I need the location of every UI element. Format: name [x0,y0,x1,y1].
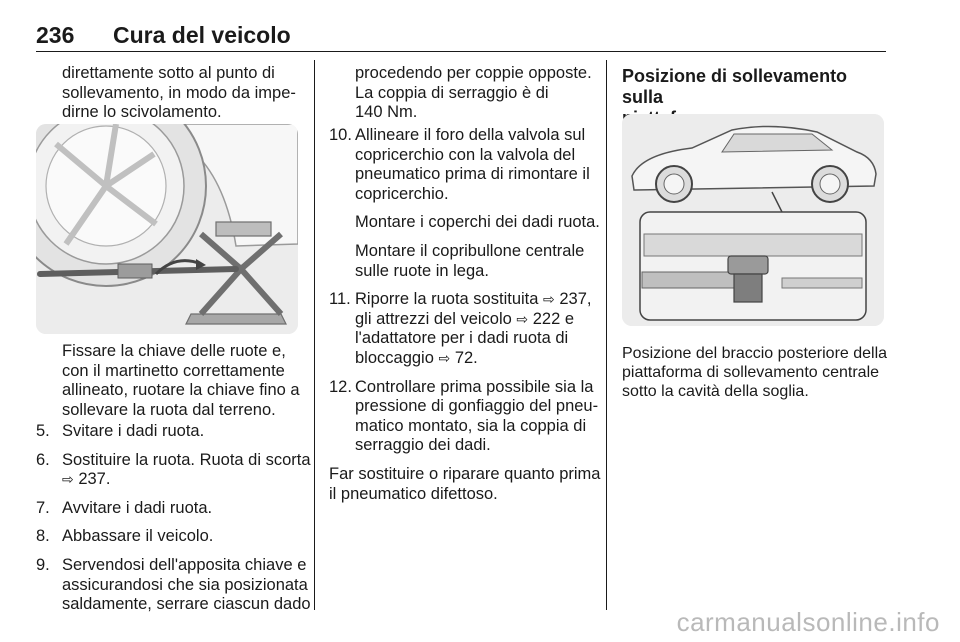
reference-arrow-icon[interactable]: ⇨ [438,349,451,366]
column-divider [314,60,315,610]
closing-line: il pneumatico difettoso. [329,484,498,503]
intro-line: direttamente sotto al punto di [62,64,275,82]
list-item: 7. Avvitare i dadi ruota. [36,498,213,517]
column-1-body [62,342,312,430]
subsection-heading: Posizione di sollevamento sulla [622,66,848,107]
instruction-line: sollevare la ruota dal terreno. [62,400,276,419]
instruction-line: con il martinetto correttamente [62,361,285,380]
list-item: 9. Servendosi dell'apposita chiave e assicurandosi che sia posizionata saldamente, serrare ciascun dado [36,555,311,614]
watermark-text: carmanualsonline.info [676,607,940,637]
text-line: La coppia di serraggio è di [355,83,549,102]
steps-list [36,422,312,624]
list-item: 10. Allineare il foro della valvola sul copricerchio con la valvola del pneumatico prima di rimontare il copricerchio. Montare i coperchi dei dadi ruota. Montare il copribullone centrale sulle ruote in lega. [329,126,600,280]
column-divider [606,60,607,610]
page-header [36,22,886,52]
column-1 [62,64,312,123]
column-2 [355,64,599,123]
list-item: 11. Riporre la ruota sostituita ⇨ 237, gli attrezzi del veicolo ⇨ 222 e l'adattatore per i dadi ruota di bloccaggio ⇨ 72. [329,290,592,367]
steps-list-2 [329,126,601,504]
intro-line: dirne lo scivolamento. [62,103,222,122]
text-line: procedendo per coppie opposte. [355,64,592,82]
header-divider [36,51,886,52]
jack-illustration [36,124,298,334]
reference-arrow-icon[interactable]: ⇨ [62,471,74,488]
instruction-line: allineato, ruotare la chiave fino a [62,381,300,400]
intro-line: sollevamento, in modo da impe- [62,83,296,102]
figure-caption: Posizione del braccio posteriore della piattaforma di sollevamento centrale sotto la cavità della soglia. [622,345,888,401]
jack-under-wheel-drawing [36,124,298,334]
lift-platform-illustration [622,114,884,326]
list-item: 12. Controllare prima possibile sia la pressione di gonfiaggio del pneu- matico montato, sia la coppia di serraggio dei dadi. [329,377,599,455]
list-item: 6. Sostituire la ruota. Ruota di scorta ⇨ 237. [36,450,311,489]
list-item: 5. Svitare i dadi ruota. [36,422,205,440]
list-item: 8. Abbassare il veicolo. [36,527,214,546]
closing-line: Far sostituire o riparare quanto prima [329,464,601,483]
lift-position-drawing [622,114,884,326]
reference-arrow-icon[interactable]: ⇨ [516,310,529,327]
text-line: 140 Nm. [355,103,418,122]
section-title: Cura del veicolo [113,22,291,48]
instruction-line: Fissare la chiave delle ruote e, [62,342,286,360]
reference-arrow-icon[interactable]: ⇨ [543,291,555,308]
page-number: 236 [36,22,75,48]
